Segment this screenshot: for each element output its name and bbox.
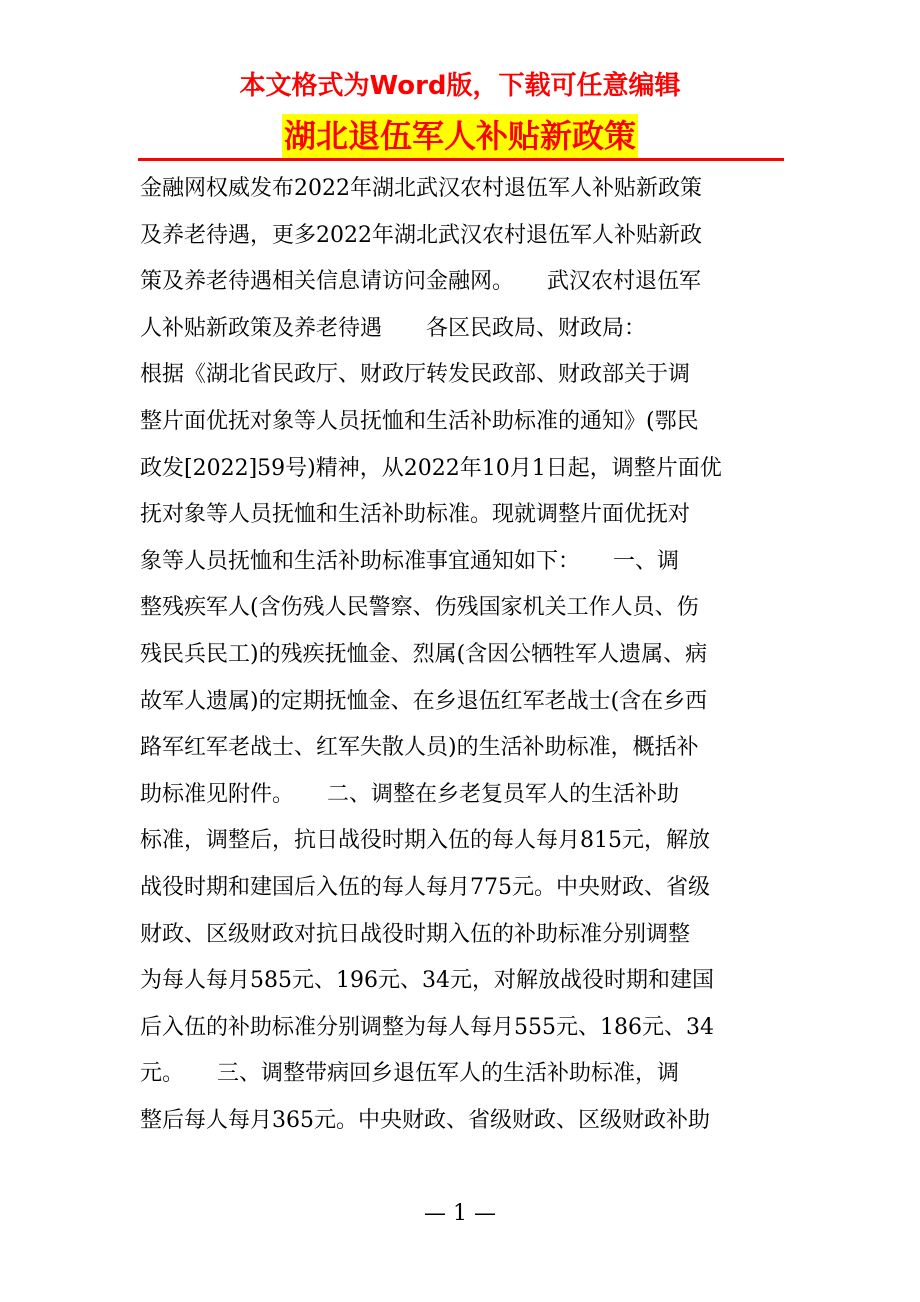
title-container xyxy=(0,114,920,158)
body-line: 战役时期和建国后入伍的每人每月775元。中央财政、省级 xyxy=(140,874,710,900)
body-line: 根据《湖北省民政厅、财政厅转发民政部、财政部关于调 xyxy=(140,362,691,388)
document-title: 湖北退伍军人补贴新政策 xyxy=(282,114,638,158)
body-line: 抚对象等人员抚恤和生活补助标准。现就调整片面优抚对 xyxy=(140,502,691,528)
body-line: 后入伍的补助标准分别调整为每人每月555元、186元、34 xyxy=(140,1014,714,1040)
body-line: 故军人遗属)的定期抚恤金、在乡退伍红军老战士(含在乡西 xyxy=(140,688,708,714)
body-line: 路军红军老战士、红军失散人员)的生活补助标准，概括补 xyxy=(140,735,699,761)
body-line: 及养老待遇，更多2022年湖北武汉农村退伍军人补贴新政 xyxy=(140,222,702,248)
body-line: 残民兵民工)的残疾抚恤金、烈属(含因公牺牲军人遗属、病 xyxy=(140,641,708,667)
body-text xyxy=(140,166,780,1144)
body-line: 整片面优抚对象等人员抚恤和生活补助标准的通知》(鄂民 xyxy=(140,408,699,434)
page-number: — 1 — xyxy=(424,1201,496,1226)
body-line: 为每人每月585元、196元、34元，对解放战役时期和建国 xyxy=(140,968,714,994)
body-line: 整残疾军人(含伤残人民警察、伤残国家机关工作人员、伤 xyxy=(140,595,699,621)
body-line: 整后每人每月365元。中央财政、省级财政、区级财政补助 xyxy=(140,1107,710,1133)
body-line: 金融网权威发布2022年湖北武汉农村退伍军人补贴新政策 xyxy=(140,176,702,201)
body-line: 策及养老待遇相关信息请访问金融网。 武汉农村退伍军 xyxy=(140,269,702,295)
format-notice: 本文格式为Word版，下载可任意编辑 xyxy=(239,71,681,101)
title-divider xyxy=(138,158,784,161)
body-line: 财政、区级财政对抗日战役时期入伍的补助标准分别调整 xyxy=(140,921,691,947)
body-line: 象等人员抚恤和生活补助标准事宜通知如下： 一、调 xyxy=(140,548,680,574)
body-line: 元。 三、调整带病回乡退伍军人的生活补助标准，调 xyxy=(140,1061,680,1087)
body-line: 人补贴新政策及养老待遇 各区民政局、财政局： xyxy=(140,315,647,341)
body-line: 助标准见附件。 二、调整在乡老复员军人的生活补助 xyxy=(140,781,680,807)
body-line: 标准，调整后，抗日战役时期入伍的每人每月815元，解放 xyxy=(140,828,710,854)
body-line: 政发[2022]59号)精神，从2022年10月1日起，调整片面优 xyxy=(140,455,722,481)
